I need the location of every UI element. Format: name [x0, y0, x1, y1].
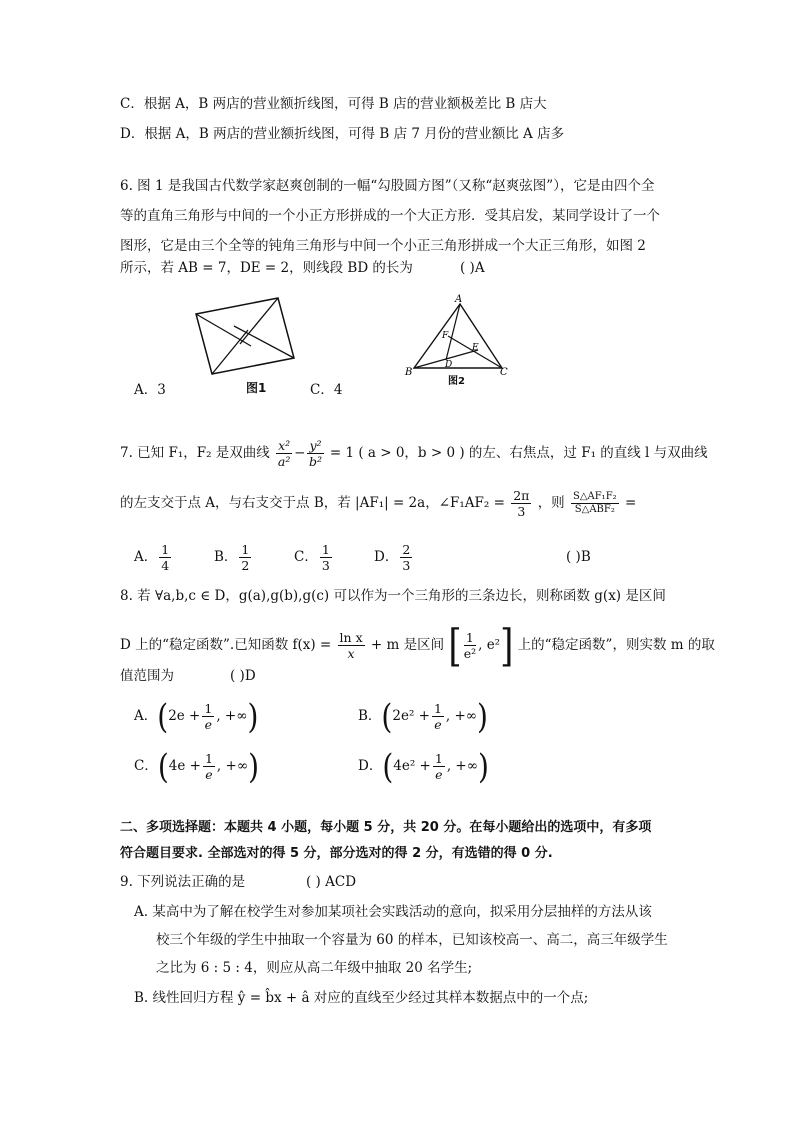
q8-option-d: D．(4e² + $\frac{1}{e}$ , +∞): [358, 746, 489, 786]
q7-area-ratio: $\frac{\text{S△AF₁F₂}}{\text{S△ABF₂}}$: [572, 491, 617, 515]
q7-answer: ( )B: [566, 549, 591, 565]
q8-line-2: D 上的“稳定函数”.已知函数 f(x) = $\frac{\text{ln x}}{x}$ + m 是区间 [ $\frac{1}{\text{e²}}$ , e²] 上的“稳定函数”，则实数 m 的取: [120, 619, 715, 672]
q5-option-d: D．根据 A，B 两店的营业额折线图，可得 B 店 7 月份的营业额比 A 店多: [120, 126, 565, 142]
q7-options: [134, 540, 454, 574]
figure-2-caption: 图2: [448, 376, 465, 387]
q6-line-3: 图形，它是由三个全等的钝角三角形与中间一个小正三角形拼成一个大正三角形，如图 2: [120, 238, 646, 254]
q9-answer: ( ) ACD: [306, 874, 357, 890]
q6-option-a: A．3: [134, 382, 166, 398]
q7-line-2: 的左支交于点 A，与右支交于点 B，若 |AF₁| = 2a，∠F₁AF₂ = $\frac{2\pi}{3}$ ，则 $\frac{\text{S△AF₁F₂}}{\text{S△ABF₂}}$ =: [120, 488, 637, 519]
q8-answer: ( )D: [230, 668, 256, 684]
q6-answer: ( )A: [460, 260, 485, 276]
fig2-label-d: D: [445, 360, 453, 370]
figure-1-caption: 图1: [246, 381, 267, 395]
fig2-label-e: E: [472, 343, 479, 353]
q8-line-3: 值范围为: [120, 668, 174, 684]
figure-1: [190, 292, 300, 380]
q8-fn-frac: $\frac{\text{ln x}}{x}$: [339, 630, 363, 661]
q6-line-1: 6. 图 1 是我国古代数学家赵爽创制的一幅“勾股圆方图”（又称“赵爽弦图”），它是由四个全: [120, 178, 655, 194]
fig2-label-f: F: [442, 331, 449, 341]
q7-line-1: 7. 已知 F₁，F₂ 是双曲线 $\frac{\text{x²}}{\text{a²}}$ − $\frac{\text{y²}}{\text{b²}}$ = 1 ( a > 0，b > 0 ) 的左、右焦点，过 F₁ 的直线 l 与双曲线: [120, 438, 708, 469]
q6-line-4: 所示，若 AB = 7，DE = 2，则线段 BD 的长为: [120, 260, 413, 276]
q7-hyp-frac-y: $\frac{\text{y²}}{\text{b²}}$: [309, 438, 323, 469]
q7-hyp-frac-x: $\frac{\text{x²}}{\text{a²}}$: [277, 438, 291, 469]
q7-option-b: B． $\frac{1}{2}$: [214, 542, 250, 573]
fig2-label-b: B: [405, 367, 413, 376]
section-2-heading-line-2: 符合题目要求. 全部选对的得 5 分，部分选对的得 2 分，有选错的得 0 分.: [120, 846, 553, 861]
q8-interval-frac: $\frac{1}{\text{e²}}$: [463, 630, 477, 661]
q9-option-b: B. 线性回归方程 ŷ = b̂x + â 对应的直线至少经过其样本数据点中的一个点;: [134, 990, 589, 1006]
q7-option-c: C． $\frac{1}{3}$: [294, 542, 330, 573]
q5-option-c: C．根据 A，B 两店的营业额折线图，可得 B 店的营业额极差比 B 店大: [120, 96, 547, 112]
figure-2: [400, 292, 512, 376]
q7-option-d: D． $\frac{2}{3}$: [374, 542, 411, 573]
q9-stem: 9. 下列说法正确的是: [120, 874, 246, 890]
q7-option-a: A． $\frac{1}{4}$: [134, 542, 170, 573]
q8-line-1: 8. 若 ∀a,b,c ∈ D，g(a),g(b),g(c) 可以作为一个三角形的三条边长，则称函数 g(x) 是区间: [120, 588, 666, 604]
section-2-heading-line-1: 二、多项选择题：本题共 4 小题，每小题 5 分，共 20 分。在每小题给出的选项中，有多项: [120, 820, 652, 835]
fig2-label-c: C: [500, 367, 508, 376]
q8-option-b: B．(2e² + $\frac{1}{e}$ , +∞): [358, 696, 488, 736]
q9-option-a-line-3: 之比为 6 : 5 : 4，则应从高二年级中抽取 20 名学生;: [156, 960, 473, 976]
q8-option-a: A．(2e + $\frac{1}{e}$ , +∞): [134, 696, 259, 736]
q9-option-a-line-2: 校三个年级的学生中抽取一个容量为 60 的样本，已知该校高一、高二，高三年级学生: [156, 932, 668, 948]
fig2-label-a: A: [455, 294, 463, 305]
q6-option-c: C．4: [310, 382, 343, 398]
q6-line-2: 等的直角三角形与中间的一个小正方形拼成的一个大正方形．受其启发，某同学设计了一个: [120, 208, 660, 224]
q9-option-a-line-1: A. 某高中为了解在校学生对参加某项社会实践活动的意向，拟采用分层抽样的方法从该: [134, 904, 652, 920]
q8-option-c: C．(4e + $\frac{1}{e}$ , +∞): [134, 746, 259, 786]
q7-angle-frac: $\frac{2\pi}{3}$: [513, 488, 530, 519]
